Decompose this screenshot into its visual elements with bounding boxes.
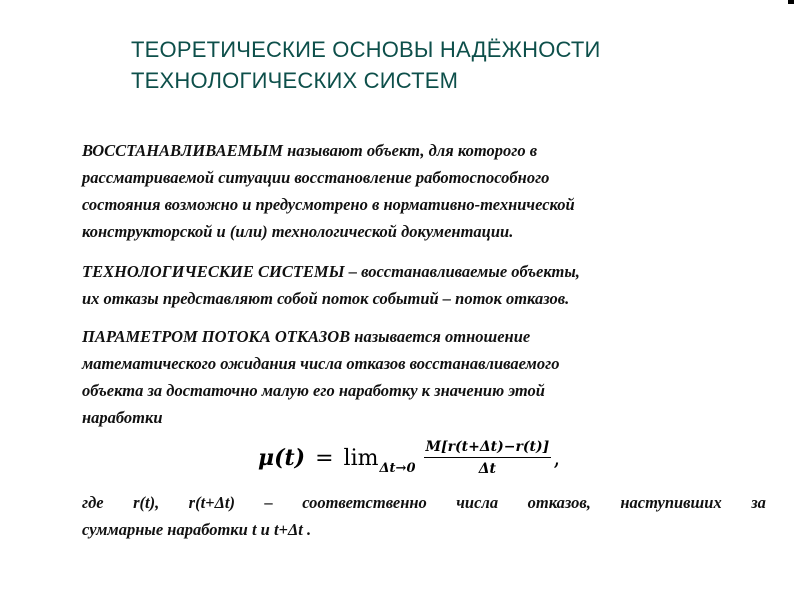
paragraph-line: рассматриваемой ситуации восстановление работоспособного xyxy=(82,168,550,187)
paragraph-line: объекта за достаточно малую его наработку к значению этой xyxy=(82,381,545,400)
definition-text: называется отношение xyxy=(350,327,531,346)
slide-title-line-2: ТЕХНОЛОГИЧЕСКИХ СИСТЕМ xyxy=(131,68,459,93)
failure-flow-formula xyxy=(258,428,560,488)
formula-comma: , xyxy=(553,445,561,471)
word: где xyxy=(82,493,104,512)
formula-lhs: μ(t) xyxy=(258,445,306,471)
word: – xyxy=(264,493,273,512)
word: r(t+Δt) xyxy=(188,493,235,512)
slide-title xyxy=(131,34,751,96)
formula-limit: lim xyxy=(343,445,379,471)
paragraph-line: их отказы представляют собой поток событий – поток отказов. xyxy=(82,289,570,308)
formula-fraction xyxy=(424,439,552,477)
defined-term: ПАРАМЕТРОМ ПОТОКА ОТКАЗОВ xyxy=(82,327,351,346)
paragraph-line-justified xyxy=(82,489,766,516)
paragraph-line: суммарные наработки t и t+Δt . xyxy=(82,520,312,539)
defined-term: ВОССТАНАВЛИВАЕМЫМ xyxy=(82,141,283,160)
paragraph-recoverable-definition xyxy=(82,137,772,245)
paragraph-failure-flow-parameter xyxy=(82,323,772,431)
paragraph-line: математического ожидания числа отказов восстанавливаемого xyxy=(82,354,560,373)
paragraph-line xyxy=(82,323,772,350)
paragraph-formula-explanation xyxy=(82,489,772,543)
definition-text: – восстанавливаемые объекты, xyxy=(344,262,580,281)
word: за xyxy=(751,493,766,512)
formula-denominator: Δt xyxy=(478,461,497,477)
paragraph-line xyxy=(82,258,772,285)
paragraph-line: состояния возможно и предусмотрено в нормативно-технической xyxy=(82,195,575,214)
paragraph-line: конструкторской и (или) технологической документации. xyxy=(82,222,514,241)
word: наступивших xyxy=(620,493,722,512)
corner-mark xyxy=(788,0,794,4)
definition-text: называют объект, для которого в xyxy=(282,141,538,160)
paragraph-line xyxy=(82,137,772,164)
paragraph-line: наработки xyxy=(82,408,163,427)
word: числа xyxy=(456,493,499,512)
word: r(t), xyxy=(133,493,160,512)
formula-limit-subscript: Δt→0 xyxy=(379,461,416,476)
word: отказов, xyxy=(527,493,591,512)
slide-title-line-1: ТЕОРЕТИЧЕСКИЕ ОСНОВЫ НАДЁЖНОСТИ xyxy=(131,37,601,62)
word: соответственно xyxy=(302,493,427,512)
defined-term: ТЕХНОЛОГИЧЕСКИЕ СИСТЕМЫ xyxy=(82,262,345,281)
formula-equals: = xyxy=(315,445,334,471)
paragraph-technological-systems xyxy=(82,258,772,312)
formula-numerator: M[r(t+Δt)−r(t)] xyxy=(424,439,552,458)
